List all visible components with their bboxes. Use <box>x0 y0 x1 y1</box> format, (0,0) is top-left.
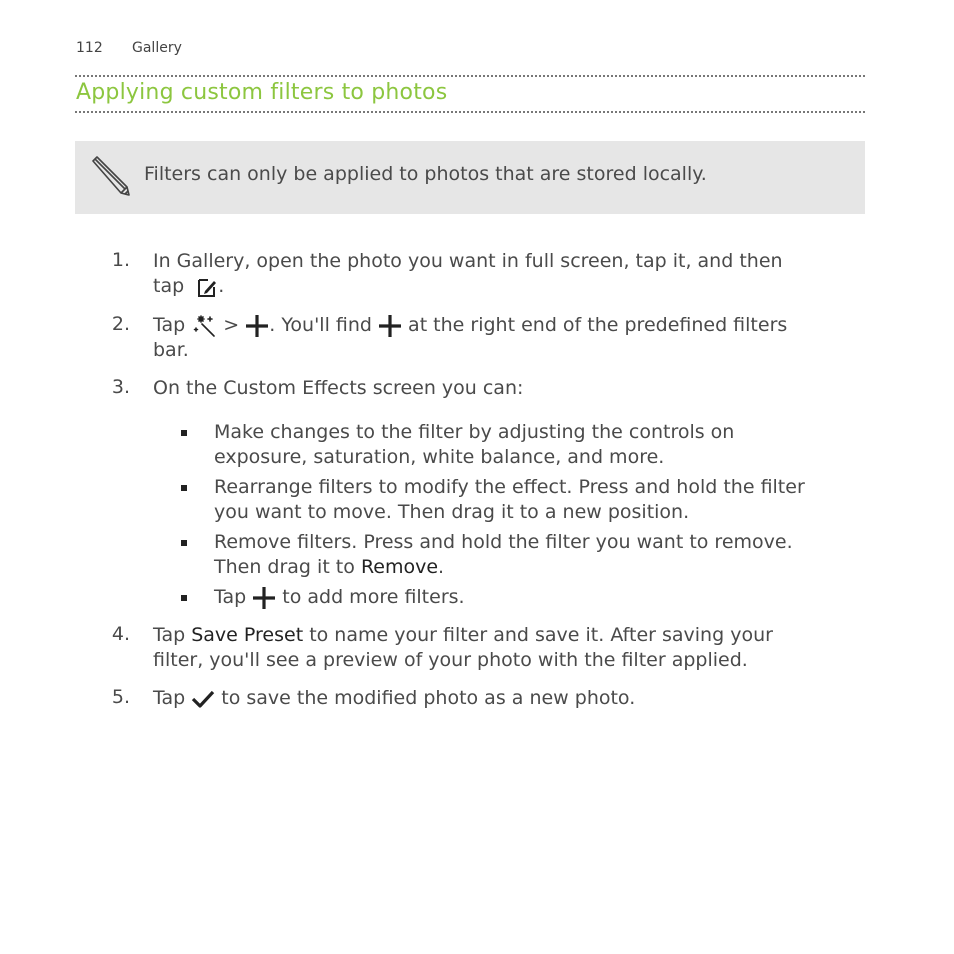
step-number: 1. <box>111 249 130 271</box>
step-text <box>153 686 865 711</box>
step-number: 4. <box>111 623 130 645</box>
bullet-marker <box>181 540 187 546</box>
step-line: filter, you'll see a preview of your photo with the filter applied. <box>153 649 748 671</box>
list-item-text <box>214 530 866 580</box>
list-text-pre: Then drag it to <box>214 556 355 578</box>
divider-top <box>75 75 865 77</box>
breadcrumb-separator: > <box>223 314 240 336</box>
step-text: On the Custom Effects screen you can: <box>153 377 524 399</box>
step-number: 3. <box>111 376 130 398</box>
page-title: Applying custom filters to photos <box>76 80 448 105</box>
step-number: 5. <box>111 686 130 708</box>
step-line <box>153 623 865 648</box>
plus-icon <box>245 314 269 338</box>
bullet-marker <box>181 430 187 436</box>
step-text-post: to save the modified photo as a new photo. <box>221 687 636 709</box>
list-line <box>214 555 866 580</box>
step-text-pre: Tap <box>153 687 186 709</box>
step-text-pre: tap <box>153 275 185 297</box>
step-text-pre: Tap <box>153 624 186 646</box>
step-text <box>153 313 865 363</box>
step-text <box>153 623 865 673</box>
step-line <box>153 313 865 338</box>
step-text-mid: . You'll find <box>269 314 372 336</box>
step-text <box>153 249 865 299</box>
list-text-post: . <box>438 556 445 578</box>
step-text-post: at the right end of the predefined filters <box>408 314 788 336</box>
list-line: exposure, saturation, white balance, and more. <box>214 446 665 468</box>
list-item-text <box>214 475 866 525</box>
step-number: 2. <box>111 313 130 335</box>
pencil-icon <box>89 155 131 197</box>
checkmark-icon <box>191 689 215 709</box>
ui-term-save-preset: Save Preset <box>191 624 304 646</box>
list-line: Rearrange filters to modify the effect. Press and hold the filter <box>214 476 805 498</box>
divider-bottom <box>75 111 865 113</box>
plus-icon <box>378 314 402 338</box>
list-item-text <box>214 420 866 470</box>
bullet-marker <box>181 485 187 491</box>
list-text-post: to add more filters. <box>282 586 465 608</box>
list-line: Remove filters. Press and hold the filter you want to remove. <box>214 531 793 553</box>
list-line: Make changes to the filter by adjusting the controls on <box>214 421 735 443</box>
ui-term-remove: Remove <box>360 556 439 578</box>
effects-wand-icon <box>193 314 217 338</box>
section-name: Gallery <box>132 40 182 56</box>
note-text: Filters can only be applied to photos that are stored locally. <box>144 163 707 185</box>
plus-icon <box>252 586 276 610</box>
step-text-post: . <box>218 275 225 297</box>
step-line <box>153 274 865 299</box>
page-number: 112 <box>76 40 103 56</box>
step-line: bar. <box>153 339 189 361</box>
step-line: In Gallery, open the photo you want in full screen, tap it, and then <box>153 250 783 272</box>
list-text-pre: Tap <box>214 586 247 608</box>
edit-icon <box>196 276 218 298</box>
note-box <box>75 141 865 214</box>
step-text-post: to name your filter and save it. After saving your <box>309 624 773 646</box>
step-text-pre: Tap <box>153 314 186 336</box>
list-item-text <box>214 585 866 610</box>
bullet-marker <box>181 595 187 601</box>
list-line: you want to move. Then drag it to a new position. <box>214 501 690 523</box>
page-header <box>76 40 182 56</box>
